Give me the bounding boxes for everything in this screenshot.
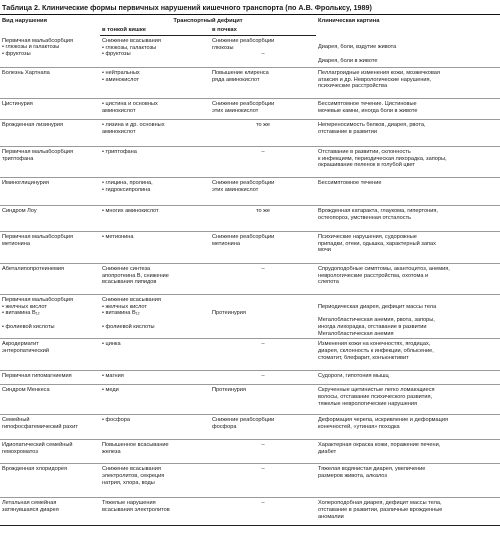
- table-row: [0, 120, 500, 147]
- cell-line: этих аминокислот: [212, 186, 259, 193]
- cell-line: иногда лихорадка, отставание в развитии: [318, 323, 427, 330]
- cell-disorder: [0, 99, 100, 120]
- cell-line: метионина: [2, 240, 30, 247]
- cell-disorder: [0, 206, 100, 232]
- cell-line: Отставание в развитии, склонность: [318, 149, 411, 155]
- cell-line: Синдром Лоу: [2, 208, 37, 214]
- cell-line: Повышенное всасывание: [102, 442, 169, 449]
- cell-small-intestine: [100, 498, 210, 526]
- cell-line: железа: [102, 448, 121, 455]
- cell-line: –: [261, 266, 265, 272]
- cell-clinical: [316, 147, 500, 178]
- cell-line: [102, 317, 208, 324]
- cell-line: • многих аминокислот: [102, 208, 159, 214]
- cell-clinical: [316, 36, 500, 68]
- cell-disorder: [0, 264, 100, 295]
- cell-line: • витамина B₁₂: [102, 310, 140, 317]
- cell-line: Протеинурия: [212, 387, 246, 394]
- cell-line: Диарея, боли в животе: [318, 57, 378, 64]
- cell-kidneys: [210, 295, 316, 339]
- cell-line: [318, 310, 498, 317]
- cell-disorder: [0, 36, 100, 68]
- cell-line: Деформация черепа, искривление и деформация: [318, 417, 448, 424]
- cell-line: мочи: [318, 247, 331, 254]
- cell-line: • желчных кислот: [102, 303, 147, 310]
- cell-line: то же: [255, 208, 271, 214]
- table-row: [0, 295, 500, 339]
- cell-kidneys: [210, 99, 316, 120]
- cell-line: Снижение реабсорбции: [212, 234, 275, 240]
- cell-line: Скрученные щетинистые легко ломающиеся: [318, 387, 435, 394]
- cell-line: –: [261, 373, 265, 380]
- cell-line: затянувшаяся диарея: [2, 506, 59, 513]
- cell-line: • желчных кислот: [2, 303, 47, 310]
- cell-small-intestine: [100, 371, 210, 385]
- cell-line: [318, 38, 498, 45]
- table-row: [0, 147, 500, 178]
- cell-line: Бессимптомное течение. Цистиновые: [318, 101, 417, 107]
- cell-line: размеров живота, алкалоз: [318, 472, 387, 479]
- cell-disorder: [0, 440, 100, 464]
- cell-disorder: [0, 147, 100, 178]
- cell-line: • лизина и др. основных: [102, 122, 165, 128]
- cell-disorder: [0, 464, 100, 498]
- cell-clinical: [316, 232, 500, 264]
- cell-kidneys: [210, 371, 316, 385]
- cell-line: • витамина B₁₂: [2, 310, 40, 317]
- cell-line: всасывания электролитов: [102, 506, 170, 513]
- cell-kidneys: [210, 68, 316, 99]
- cell-line: Бессимптомное течение: [318, 180, 382, 186]
- cell-kidneys: [210, 498, 316, 526]
- table-row: [0, 385, 500, 415]
- cell-kidneys: [210, 264, 316, 295]
- cell-disorder: [0, 385, 100, 415]
- cell-line: • фолиевой кислоты: [2, 323, 55, 330]
- cell-line: метионина: [212, 240, 240, 247]
- cell-clinical: [316, 206, 500, 232]
- cell-line: отставание в развитии: [318, 128, 377, 135]
- cell-line: электролитов, секреция: [102, 472, 165, 479]
- cell-small-intestine: [100, 99, 210, 120]
- cell-disorder: [0, 232, 100, 264]
- cell-line: конечностей, «утиная» походка: [318, 423, 400, 430]
- cell-kidneys: [210, 385, 316, 415]
- cell-clinical: [316, 440, 500, 464]
- cell-line: Снижение всасывания: [102, 38, 161, 44]
- table-row: [0, 36, 500, 68]
- cell-line: аминокислот: [102, 107, 136, 114]
- cell-line: стоматит, блефарит, конъюнктивит: [318, 354, 409, 361]
- cell-line: отставание в развитии, различные врожденные: [318, 506, 443, 513]
- cell-line: Снижение реабсорбции: [212, 417, 275, 424]
- cell-line: Снижение реабсорбции: [212, 38, 275, 44]
- cell-line: мочевые камни, иногда боли в животе: [318, 107, 418, 114]
- cell-small-intestine: [100, 440, 210, 464]
- cell-small-intestine: [100, 36, 210, 68]
- cell-line: • глюкозы и галактозы: [2, 44, 60, 51]
- cell-line: • цистина и основных: [102, 101, 158, 107]
- cell-line: –: [261, 466, 265, 473]
- cell-line: триптофана: [2, 155, 34, 162]
- cell-small-intestine: [100, 147, 210, 178]
- cell-small-intestine: [100, 339, 210, 371]
- cell-line: [2, 317, 98, 324]
- cell-line: Снижение синтеза: [102, 266, 151, 272]
- cell-line: Болезнь Хартнапа: [2, 70, 50, 76]
- header-kidneys: в почках: [210, 26, 316, 36]
- cell-line: • фолиевой кислоты: [102, 323, 155, 330]
- cell-small-intestine: [100, 415, 210, 440]
- cell-line: [212, 304, 314, 311]
- cell-line: окрашивание пеленок в голубой цвет: [318, 162, 415, 169]
- header-clinical: Клиническая картина: [318, 18, 380, 24]
- cell-line: Мегалобластическая анемия, рвота, запоры,: [318, 317, 435, 324]
- cell-line: всасывания липидов: [102, 279, 157, 286]
- header-small-intestine: в тонкой кишке: [100, 26, 210, 36]
- cell-line: Семейный: [2, 417, 30, 424]
- cell-line: Периодическая диарея, дефицит массы тела: [318, 303, 437, 310]
- cell-small-intestine: [100, 178, 210, 206]
- cell-line: Психические нарушения, судорожные: [318, 234, 417, 240]
- cell-line: • фосфора: [102, 417, 130, 424]
- table-row: [0, 339, 500, 371]
- table-row: [0, 498, 500, 526]
- table-row: [0, 99, 500, 120]
- cell-line: Тяжелая водянистая диарея, увеличение: [318, 466, 426, 473]
- cell-clinical: [316, 264, 500, 295]
- cell-clinical: [316, 68, 500, 99]
- cell-line: Судороги, гипотония мышц: [318, 373, 389, 380]
- cell-line: аномалии: [318, 513, 344, 520]
- cell-line: • гидроксипролина: [102, 186, 151, 193]
- cell-disorder: [0, 415, 100, 440]
- cell-clinical: [316, 178, 500, 206]
- cell-kidneys: [210, 178, 316, 206]
- cell-kidneys: [210, 147, 316, 178]
- cell-line: Первичная мальабсорбция: [2, 297, 74, 303]
- table-row: [0, 232, 500, 264]
- cell-line: • метионина: [102, 234, 134, 240]
- cell-disorder: [0, 339, 100, 371]
- cell-line: глюкозы: [212, 44, 234, 51]
- cell-small-intestine: [100, 385, 210, 415]
- cell-line: апопротеина В, снижение: [102, 272, 169, 279]
- cell-line: диабет: [318, 448, 337, 455]
- cell-kidneys: [210, 232, 316, 264]
- cell-disorder: [0, 68, 100, 99]
- header-transport-deficit: Транспортный дефицит: [173, 18, 243, 24]
- cell-clinical: [316, 371, 500, 385]
- cell-line: то же: [255, 122, 271, 128]
- cell-line: Цистинурия: [2, 101, 33, 107]
- cell-line: Синдром Менкеса: [2, 387, 50, 394]
- cell-line: Характерная окраска кожи, поражение печени,: [318, 442, 441, 449]
- cell-line: неврологические расстройства, охотома и: [318, 272, 429, 279]
- cell-line: аминокислот: [102, 128, 136, 135]
- cell-line: [318, 51, 498, 58]
- cell-line: Изменения кожи на конечностях, ягодицах,: [318, 341, 431, 348]
- cell-line: натрия, хлора, воды: [102, 479, 155, 486]
- cell-line: –: [261, 149, 265, 155]
- cell-disorder: [0, 371, 100, 385]
- cell-clinical: [316, 385, 500, 415]
- cell-line: Идиопатический семейный: [2, 442, 73, 449]
- header-disorder: Вид нарушения: [2, 18, 47, 24]
- cell-small-intestine: [100, 120, 210, 147]
- cell-clinical: [316, 498, 500, 526]
- cell-disorder: [0, 498, 100, 526]
- cell-kidneys: [210, 206, 316, 232]
- cell-kidneys: [210, 440, 316, 464]
- table-row: [0, 415, 500, 440]
- cell-line: • глицина, пролина,: [102, 180, 153, 186]
- cell-line: [212, 297, 314, 304]
- cell-clinical: [316, 339, 500, 371]
- cell-kidneys: [210, 120, 316, 147]
- cell-small-intestine: [100, 206, 210, 232]
- cell-line: Первичная мальабсорбция: [2, 37, 74, 44]
- cell-line: остеопороз, умственная отсталость: [318, 214, 412, 221]
- cell-clinical: [316, 464, 500, 498]
- cell-line: • нейтральных: [102, 70, 140, 76]
- cell-clinical: [316, 295, 500, 339]
- cell-kidneys: [210, 339, 316, 371]
- cell-line: Повышение клиренса: [212, 70, 269, 76]
- cell-line: Пеллагроидные изменения кожи, мозжечковая: [318, 70, 440, 76]
- cell-small-intestine: [100, 464, 210, 498]
- cell-clinical: [316, 415, 500, 440]
- cell-kidneys: [210, 415, 316, 440]
- cell-kidneys: [210, 464, 316, 498]
- cell-disorder: [0, 295, 100, 339]
- cell-line: Снижение всасывания: [102, 466, 161, 473]
- cell-small-intestine: [100, 68, 210, 99]
- cell-line: Диарея, боли, вздутие живота: [318, 44, 397, 51]
- cell-line: Протеинурия: [212, 310, 246, 317]
- cell-line: –: [261, 442, 265, 449]
- cell-line: Снижение реабсорбции: [212, 180, 275, 186]
- cell-line: • фруктозы: [2, 50, 31, 57]
- cell-clinical: [316, 99, 500, 120]
- table-row: [0, 68, 500, 99]
- transport-disorders-table: [0, 15, 500, 526]
- cell-line: • аминокислот: [102, 76, 140, 83]
- table-row: [0, 206, 500, 232]
- cell-kidneys: [210, 36, 316, 68]
- cell-line: Спрудоподобные симптомы, акантоцитоз, анемия,: [318, 266, 450, 272]
- cell-small-intestine: [100, 295, 210, 339]
- cell-line: Холероподобная диарея, дефицит массы тела,: [318, 500, 442, 507]
- cell-line: Врожденная катаракта, глаукома, гипертония,: [318, 208, 438, 214]
- cell-disorder: [0, 178, 100, 206]
- cell-line: тяжелые неврологические нарушения: [318, 400, 418, 407]
- cell-clinical: [316, 120, 500, 147]
- cell-line: Тяжелые нарушения: [102, 500, 156, 507]
- cell-line: психические расстройства: [318, 83, 388, 90]
- cell-line: • магния: [102, 373, 124, 380]
- cell-line: Летальная семейная: [2, 500, 57, 507]
- cell-line: [318, 297, 498, 304]
- cell-small-intestine: [100, 232, 210, 264]
- cell-line: Акродерматит: [2, 341, 39, 348]
- cell-small-intestine: [100, 264, 210, 295]
- cell-line: • цинка: [102, 341, 121, 348]
- cell-line: • триптофана: [102, 149, 137, 155]
- cell-line: Непереносимость белков, диарея, рвота,: [318, 122, 426, 128]
- cell-line: –: [261, 51, 265, 58]
- cell-line: • меди: [102, 387, 119, 394]
- cell-line: волосы, отставание психического развития,: [318, 393, 433, 400]
- cell-line: • фруктозы: [102, 51, 131, 58]
- cell-line: Первичная мальабсорбция: [2, 149, 74, 155]
- cell-line: слепота: [318, 279, 339, 286]
- cell-line: к инфекциям, периодическая лихорадка, запоры,: [318, 155, 447, 162]
- table-caption: Таблица 2. Клинические формы первичных нарушений кишечного транспорта (по А.В. Фрольксу, 1989): [2, 3, 372, 12]
- cell-line: Врожденная лизинурия: [2, 122, 64, 128]
- cell-line: Мегалобластическая анемия: [318, 330, 394, 337]
- cell-line: припадки, отеки, одышка, характерный запах: [318, 240, 436, 247]
- table-row: [0, 178, 500, 206]
- cell-line: ряда аминокислот: [212, 76, 260, 83]
- cell-line: –: [261, 341, 265, 348]
- cell-line: Первичная гипомагниемия: [2, 373, 72, 380]
- cell-line: • глюкозы, галактозы: [102, 44, 157, 51]
- cell-line: Врожденная хлоридорея: [2, 466, 67, 473]
- table-body: [0, 36, 500, 526]
- cell-line: Первичная мальабсорбция: [2, 234, 74, 240]
- cell-line: диарея, склонность к инфекции, облысение,: [318, 347, 434, 354]
- cell-line: Иминоглицинурия: [2, 180, 49, 186]
- cell-line: гемохроматоз: [2, 448, 38, 455]
- cell-disorder: [0, 120, 100, 147]
- table-row: [0, 440, 500, 464]
- table-row: [0, 264, 500, 295]
- cell-line: этих аминокислот: [212, 107, 259, 114]
- cell-line: Абеталипопротеинемия: [2, 266, 64, 272]
- cell-line: –: [261, 500, 265, 507]
- cell-line: Снижение всасывания: [102, 297, 161, 303]
- cell-line: атаксия и др. Неврологические нарушения,: [318, 76, 432, 83]
- cell-line: энтеропатический: [2, 347, 49, 354]
- cell-line: Снижение реабсорбции: [212, 101, 275, 107]
- table-row: [0, 371, 500, 385]
- cell-line: фосфора: [212, 423, 237, 430]
- cell-line: гипофосфатемический рахит: [2, 423, 78, 430]
- table-row: [0, 464, 500, 498]
